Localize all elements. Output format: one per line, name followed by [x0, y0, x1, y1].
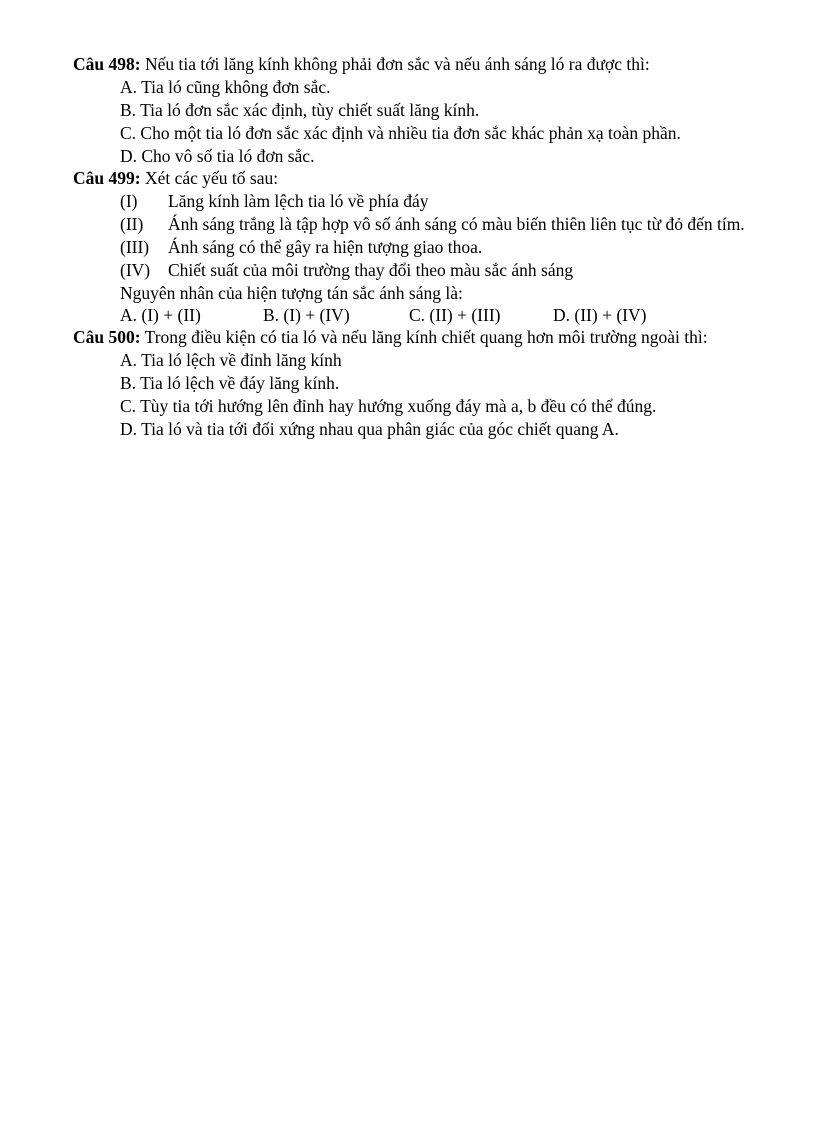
- statement-label: (III): [120, 237, 150, 257]
- question-499-option-a: A. (I) + (II): [120, 305, 201, 325]
- question-number: Câu 498:: [73, 54, 141, 74]
- question-500-option-a: A. Tia ló lệch về đỉnh lăng kính: [120, 350, 342, 370]
- question-499-option-b: B. (I) + (IV): [263, 305, 350, 325]
- statement-label: (I): [120, 191, 138, 211]
- question-number: Câu 500:: [73, 327, 141, 347]
- question-498-option-c: C. Cho một tia ló đơn sắc xác định và nhiều tia đơn sắc khác phản xạ toàn phần.: [120, 123, 681, 143]
- statement-ii: [120, 213, 745, 236]
- question-500-option-b: B. Tia ló lệch về đáy lăng kính.: [120, 373, 340, 393]
- statement-iii: [120, 236, 482, 259]
- question-number: Câu 499:: [73, 168, 141, 188]
- question-text: Xét các yếu tố sau:: [140, 168, 279, 188]
- question-text: Nếu tia tới lăng kính không phải đơn sắc và nếu ánh sáng ló ra được thì:: [140, 54, 650, 74]
- question-498-option-a: A. Tia ló cũng không đơn sắc.: [120, 77, 331, 97]
- question-500-stem: [73, 326, 708, 349]
- statement-i: [120, 190, 428, 213]
- question-498-stem: [73, 53, 650, 76]
- question-500-option-c: C. Tùy tia tới hướng lên đỉnh hay hướng xuống đáy mà a, b đều có thể đúng.: [120, 396, 657, 416]
- question-499-stem: [73, 167, 278, 190]
- statement-text: Ánh sáng trắng là tập hợp vô số ánh sáng có màu biến thiên liên tục từ đỏ đến tím.: [168, 214, 745, 234]
- question-499-prompt: Nguyên nhân của hiện tượng tán sắc ánh sáng là:: [120, 283, 463, 303]
- statement-text: Chiết suất của môi trường thay đổi theo màu sắc ánh sáng: [168, 260, 574, 280]
- statement-text: Lăng kính làm lệch tia ló về phía đáy: [168, 191, 429, 211]
- statement-iv: [120, 259, 573, 282]
- question-text: Trong điều kiện có tia ló và nếu lăng kính chiết quang hơn môi trường ngoài thì:: [140, 327, 708, 347]
- question-499-option-c: C. (II) + (III): [409, 305, 501, 325]
- statement-label: (II): [120, 214, 144, 234]
- question-498-option-d: D. Cho vô số tia ló đơn sắc.: [120, 146, 315, 166]
- statement-label: (IV): [120, 260, 151, 280]
- question-498-option-b: B. Tia ló đơn sắc xác định, tùy chiết suất lăng kính.: [120, 100, 480, 120]
- question-499-option-d: D. (II) + (IV): [553, 305, 647, 325]
- statement-text: Ánh sáng có thể gây ra hiện tượng giao thoa.: [168, 237, 483, 257]
- question-500-option-d: D. Tia ló và tia tới đối xứng nhau qua phân giác của góc chiết quang A.: [120, 419, 619, 439]
